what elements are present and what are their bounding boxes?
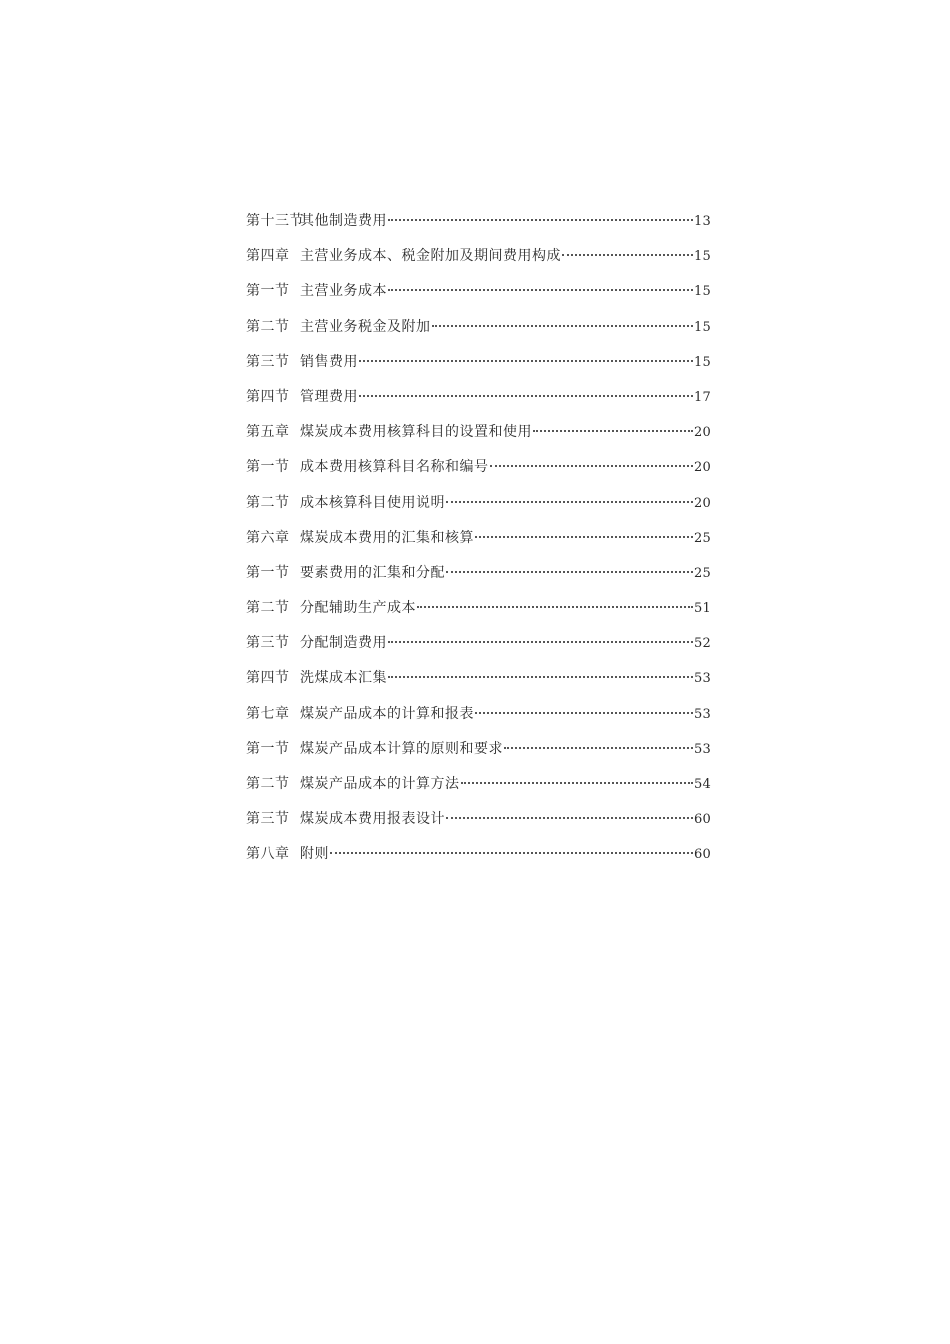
toc-dot-leader [388,288,693,291]
toc-entry-page: 25 [694,530,711,546]
toc-entry [246,310,711,345]
toc-entry-label: 第二节 [246,494,290,511]
toc-entry [246,626,711,661]
toc-entry [246,767,711,802]
toc-dot-leader [490,464,694,467]
toc-entry-title: 煤炭产品成本的计算和报表 [300,705,474,722]
toc-entry-page: 20 [694,460,711,476]
toc-entry [246,732,711,767]
toc-entry-title: 煤炭产品成本计算的原则和要求 [300,740,503,757]
toc-dot-leader [388,640,693,643]
toc-entry-label: 第三节 [246,635,290,652]
toc-dot-leader [359,394,693,397]
toc-entry [246,802,711,837]
toc-entry-page: 13 [694,214,711,229]
toc-entry [246,661,711,696]
toc-dot-leader [562,253,693,256]
toc-entry-title: 分配制造费用 [300,635,387,652]
toc-entry [246,274,711,309]
toc-entry [246,521,711,556]
toc-dot-leader [533,429,693,432]
toc-entry-page: 15 [694,249,711,265]
toc-entry-label: 第六章 [246,529,290,546]
toc-entry [246,345,711,380]
toc-entry-page: 53 [694,706,711,722]
toc-dot-leader [446,570,693,573]
toc-dot-leader [359,359,693,362]
toc-entry-page: 17 [694,389,711,405]
toc-entry-title: 洗煤成本汇集 [300,670,387,687]
toc-entry-page: 60 [694,812,711,828]
toc-entry-label: 第四节 [246,670,290,687]
toc-entry-label: 第一节 [246,564,290,581]
toc-dot-leader [446,816,693,819]
toc-entry [246,380,711,415]
toc-dot-leader [475,535,693,538]
toc-entry-title: 分配辅助生产成本 [300,600,416,617]
toc-entry-label: 第一节 [246,459,290,476]
toc-entry-page: 15 [694,354,711,370]
toc-entry-title: 其他制造费用 [300,213,387,229]
toc-entry-title: 要素费用的汇集和分配 [300,564,445,581]
toc-entry-title: 煤炭成本费用核算科目的设置和使用 [300,424,532,441]
toc-entry [246,591,711,626]
toc-entry-label: 第三节 [246,353,290,370]
toc-entry-page: 20 [694,425,711,441]
toc-entry-title: 煤炭成本费用的汇集和核算 [300,529,474,546]
toc-entry-title: 附则 [300,846,329,863]
toc-entry-label: 第一节 [246,740,290,757]
toc-entry-page: 20 [694,495,711,511]
toc-entry-title: 煤炭成本费用报表设计 [300,811,445,828]
toc-entry-page: 51 [694,601,711,617]
toc-entry-page: 60 [694,847,711,863]
toc-entry-label: 第五章 [246,424,290,441]
toc-dot-leader [388,675,693,678]
toc-entry-title: 主营业务成本、税金附加及期间费用构成 [300,248,561,265]
toc-entry-label: 第一节 [246,283,290,300]
toc-entry-page: 53 [694,741,711,757]
toc-entry-title: 成本核算科目使用说明 [300,494,445,511]
toc-entry-page: 15 [694,319,711,335]
toc-dot-leader [475,711,693,714]
toc-entry-label: 第四章 [246,248,290,265]
toc-entry-label: 第二节 [246,600,290,617]
toc-dot-leader [446,500,693,503]
toc-entry-page: 53 [694,671,711,687]
toc-entry-page: 15 [694,284,711,300]
toc-entry-label: 第七章 [246,705,290,722]
toc-entry-page: 54 [694,777,711,792]
toc-entry-page: 52 [694,636,711,652]
toc-entry [246,697,711,732]
toc-entry [246,837,711,872]
toc-entry-title: 主营业务税金及附加 [300,318,431,335]
toc-dot-leader [504,746,693,749]
toc-entry-label: 第十三节 [246,213,304,229]
toc-entry-label: 第八章 [246,846,290,863]
toc-entry-title: 主营业务成本 [300,283,387,300]
toc-entry-page: 25 [694,565,711,581]
toc-entry [246,204,711,239]
toc-entry-label: 第三节 [246,811,290,828]
table-of-contents [246,204,711,873]
toc-dot-leader [330,851,693,854]
toc-dot-leader [388,218,693,221]
toc-entry-label: 第二节 [246,318,290,335]
toc-entry [246,450,711,485]
toc-entry-title: 销售费用 [300,353,358,370]
toc-entry-label: 第四节 [246,388,290,405]
toc-dot-leader [432,324,694,327]
toc-entry [246,239,711,274]
toc-entry-title: 成本费用核算科目名称和编号 [300,459,489,476]
toc-entry [246,556,711,591]
toc-entry [246,415,711,450]
toc-dot-leader [461,781,694,784]
toc-entry-title: 煤炭产品成本的计算方法 [300,776,460,792]
toc-entry-title: 管理费用 [300,388,358,405]
toc-entry-label: 第二节 [246,776,290,792]
toc-dot-leader [417,605,693,608]
toc-entry [246,486,711,521]
